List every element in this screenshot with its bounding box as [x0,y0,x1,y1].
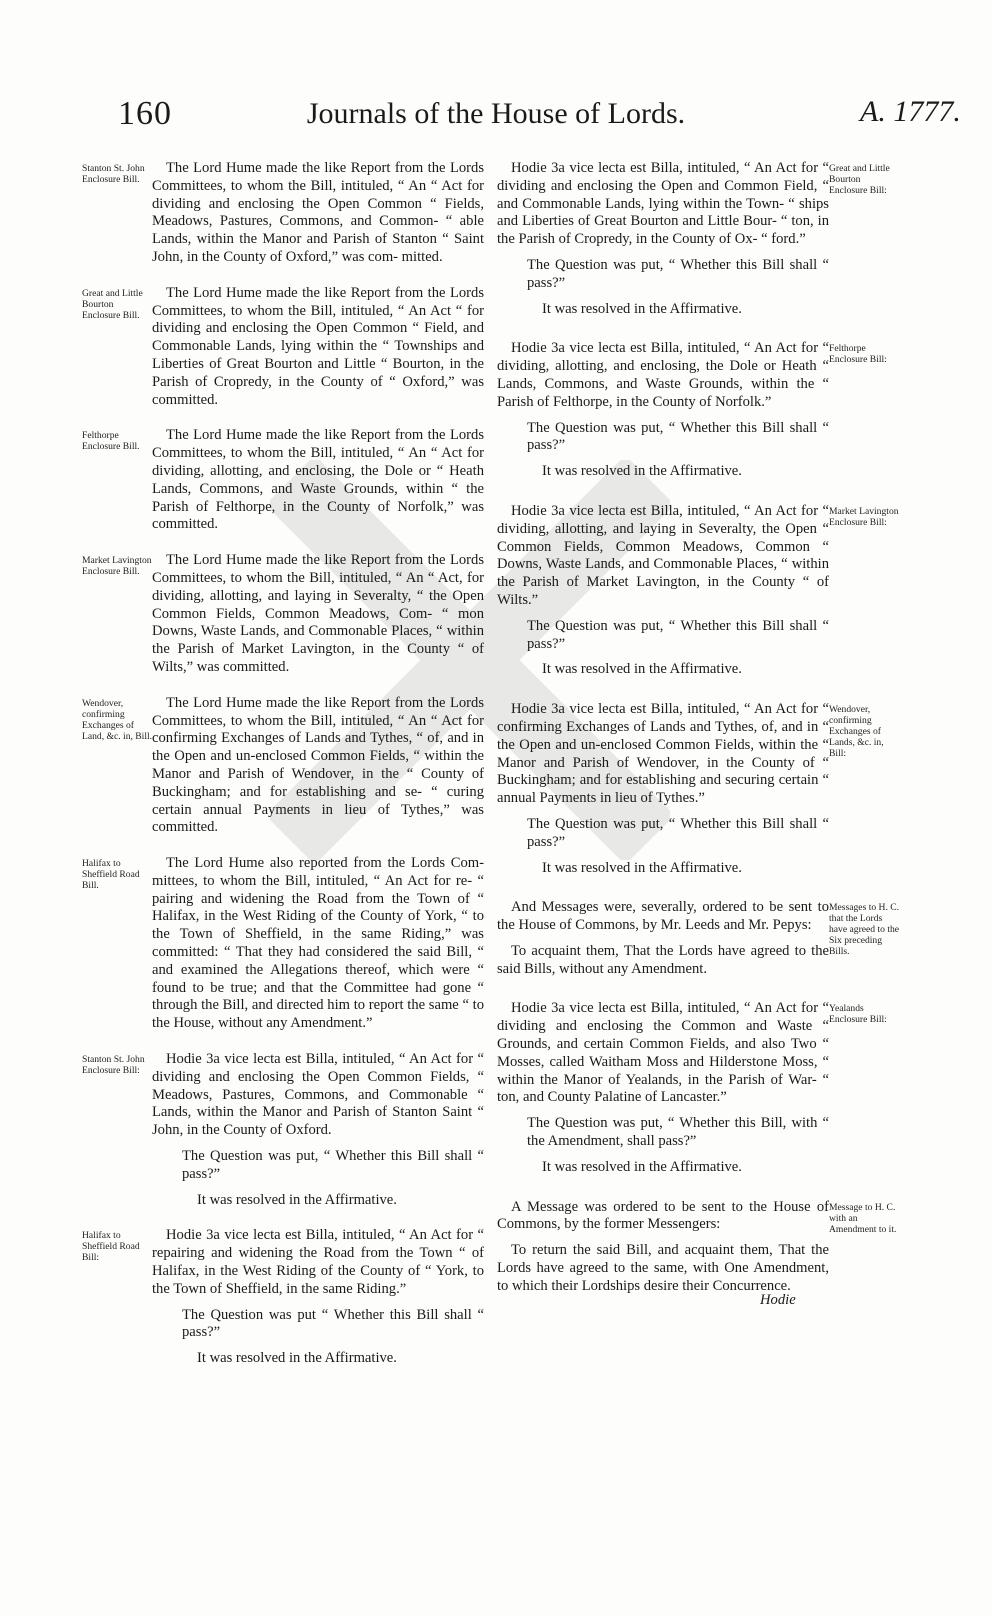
margin-note: Halifax to Sheffield Road Bill: [82,1230,140,1264]
resolution-text: It was resolved in the Affirmative. [542,463,742,480]
margin-note: Felthorpe Enclosure Bill: [829,343,887,366]
entry-paragraph: To return the said Bill, and acquaint them, That the Lords have agreed to the same, with One Amendment, to which their Lordships desire their Concurrence. [497,1242,829,1294]
page-number: 160 [118,95,172,132]
margin-note: Great and Little Bourton Enclosure Bill. [82,287,143,321]
resolution-text: It was resolved in the Affirmative. [197,1350,397,1367]
right-column [497,160,900,1296]
journal-entry [497,340,887,481]
margin-note: Market Lavington Enclosure Bill: [829,505,899,528]
resolution-text: It was resolved in the Affirmative. [542,300,742,317]
entry-paragraph: The Lord Hume also reported from the Lords Com- mittees, to whom the Bill, intituled, “ An Act for re- “ pairing and widening the Road from the Town of “ Halifax, in the West Riding of the County of York, “ to the Town of Sheffield, in the same Riding,” was committed: “ That they had considered the said Bill, “ and examined the Allegations thereof, which were “ found to be true; and that the Committee had gone “ through the Bill, and directed him to report the same “ to the House, without any Amendment.” [152,855,484,1032]
entry-paragraph: Hodie 3a vice lecta est Billa, intituled, “ An Act for “ dividing and enclosing the Common and Waste “ Grounds, and certain Common Fields, and also Two “ Mosses, called Waitham Moss and Hilderstone Moss, “ within the Manor of Yealands, in the Parish of War- “ ton, and County Palatine of Lancaster.” [497,1000,829,1106]
page-year: A. 1777. [860,95,961,128]
question-text: The Question was put, “ Whether this Bill shall “ pass?” [527,256,829,291]
journal-entry [497,899,900,978]
journal-entry [497,1000,887,1176]
journal-entry [82,1051,484,1209]
margin-note: Stanton St. John Enclosure Bill. [82,163,145,185]
question-text: The Question was put, “ Whether this Bill shall “ pass?” [527,815,829,850]
entry-paragraph: Hodie 3a vice lecta est Billa, intituled, “ An Act for “ dividing, allotting, and laying in Severalty, the Open “ Common Fields, Common Meadows, Common “ Downs, Waste Lands, and Commonable Places, “ within the Parish of Market Lavington, in the County “ of Wilts.” [497,502,829,608]
catchword: Hodie [760,1292,796,1308]
journal-entry [497,160,890,318]
resolution-text: It was resolved in the Affirmative. [197,1191,397,1208]
entry-paragraph: Hodie 3a vice lecta est Billa, intituled, “ An Act for “ dividing and enclosing the Open and Common Field, “ and Commonable Lands, lying within the Town- “ ships and Liberties of Great Bourton and Little Bour- “ ton, in the Parish of Cropredy, in the County of Ox- “ ford.” [497,160,829,248]
entry-paragraph: The Lord Hume made the like Report from the Lords Committees, to whom the Bill, intituled, “ An “ Act for dividing, allotting, and enclosing, the Dole or “ Heath Lands, Commons, and Waste Grounds, within “ the Parish of Felthorpe, in the County of Norfolk,” was committed. [152,427,484,533]
entry-paragraph: The Lord Hume made the like Report from the Lords Committees, to whom the Bill, intituled, “ An “ Act for dividing and enclosing the Open Common “ Fields, Meadows, Pastures, Commons, and Common- “ able Lands, within the Manor and Parish of Stanton “ Saint John, in the County of Oxford,” was com- mitted. [152,160,484,265]
question-text: The Question was put, “ Whether this Bill shall “ pass?” [182,1148,484,1182]
entry-paragraph: A Message was ordered to be sent to the House of Commons, by the former Messengers: [497,1198,829,1233]
margin-note: Messages to H. C. that the Lords have agreed to the Six preceding Bills. [829,902,900,958]
entry-paragraph: Hodie 3a vice lecta est Billa, intituled, “ An Act for “ dividing and enclosing the Open Common Fields, “ Meadows, Pastures, Commons, and Commonable “ Lands, within the Manor and Parish of Stanton Saint “ John, in the County of Oxford. [152,1051,484,1139]
resolution-text: It was resolved in the Affirmative. [542,859,742,876]
margin-note: Great and Little Bourton Enclosure Bill: [829,163,890,196]
journal-entry [82,1227,484,1368]
margin-note: Felthorpe Enclosure Bill. [82,430,140,453]
entry-paragraph: And Messages were, severally, ordered to be sent to the House of Commons, by Mr. Leeds and Mr. Pepys: [497,899,829,934]
margin-note: Halifax to Sheffield Road Bill. [82,858,140,892]
left-column [82,160,484,1368]
page-header [0,95,992,155]
journal-entry [82,160,484,267]
question-text: The Question was put, “ Whether this Bill shall “ pass?” [527,617,829,652]
journal-entry [82,427,484,534]
page-title: Journals of the House of Lords. [306,97,686,130]
journal-entry [82,694,484,837]
entry-paragraph: The Lord Hume made the like Report from the Lords Committees, to whom the Bill, intituled, “ An “ Act for confirming Exchanges of Lands and Tythes, “ of, and in the Open and un-enclosed Common Fields, “ within the Manor and Parish of Wendover, in the “ County of Buckingham; and for establishing and se- “ curing certain annual Payments in lieu of Tythes,” was committed. [152,694,484,836]
margin-note: Wendover, confirming Exchanges of Lands, &c. in, Bill: [829,704,884,760]
journal-entry [497,502,899,679]
question-text: The Question was put, “ Whether this Bill, with “ the Amendment, shall pass?” [527,1115,829,1150]
question-text: The Question was put, “ Whether this Bill shall “ pass?” [527,419,829,454]
resolution-text: It was resolved in the Affirmative. [542,1158,742,1175]
entry-paragraph: The Lord Hume made the like Report from the Lords Committees, to whom the Bill, intituled, “ An “ Act, for dividing, allotting, and laying in Severalty, “ the Open Common Fields, Common Meadows, Com- “ mon Downs, Waste Lands, and Commonable Places, “ within the Parish of Market Lavington, in the County “ of Wilts,” was committed. [152,552,484,675]
journal-entry [497,701,884,877]
journal-entry [82,552,484,677]
entry-paragraph: Hodie 3a vice lecta est Billa, intituled, “ An Act for “ confirming Exchanges of Lands and Tythes, of, and in “ the Open and un-enclosed Common Fields, within the “ Manor and Parish of Wendover, in the County of “ Buckingham; and for establishing and securing certain “ annual Payments in lieu of Tythes.” [497,701,829,807]
journal-entry [82,855,484,1033]
journal-entry [82,284,484,410]
entry-paragraph: To acquaint them, That the Lords have agreed to the said Bills, without any Amendment. [497,942,829,977]
margin-note: Message to H. C. with an Amendment to it. [829,1201,897,1235]
margin-note: Stanton St. John Enclosure Bill: [82,1054,145,1077]
resolution-text: It was resolved in the Affirmative. [542,661,742,678]
entry-paragraph: Hodie 3a vice lecta est Billa, intituled, “ An Act for “ repairing and widening the Road from the Town “ of Halifax, in the West Riding of the County of “ York, to the Town of Sheffield, in the same Riding.” [152,1227,484,1297]
question-text: The Question was put “ Whether this Bill shall “ pass?” [182,1306,484,1341]
margin-note: Wendover, confirming Exchanges of Land, &c. in, Bill. [82,697,153,742]
entry-paragraph: The Lord Hume made the like Report from the Lords Committees, to whom the Bill, intituled, “ An Act “ for dividing and enclosing the Open Common “ Field, and Commonable Lands, lying within the “ Townships and Liberties of Great Bourton and Little “ Bourton, in the Parish of Cropredy, in the County of “ Oxford,” was committed. [152,284,484,408]
entry-paragraph: Hodie 3a vice lecta est Billa, intituled, “ An Act for “ dividing, allotting, and enclosing, the Dole or Heath “ Lands, Commons, and Waste Grounds, within the “ Parish of Felthorpe, in the County of Norfolk.” [497,340,829,410]
margin-note: Yealands Enclosure Bill: [829,1003,887,1026]
journal-entry [497,1198,897,1296]
margin-note: Market Lavington Enclosure Bill. [82,555,152,578]
